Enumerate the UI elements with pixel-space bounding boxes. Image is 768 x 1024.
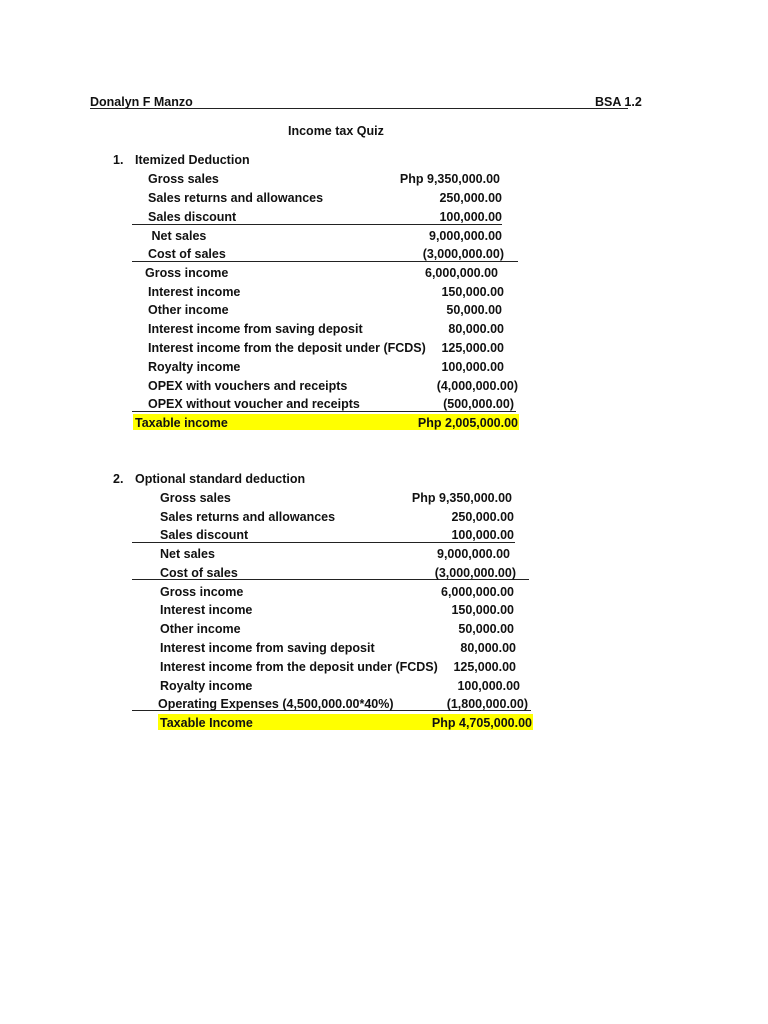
section1-value: 100,000.00 bbox=[439, 210, 502, 224]
section1-taxable-label: Taxable income bbox=[135, 416, 228, 430]
section2-label: Other income bbox=[160, 622, 241, 636]
header-underline bbox=[90, 108, 628, 109]
quiz-title: Income tax Quiz bbox=[288, 124, 384, 138]
section2-label: Interest income bbox=[160, 603, 253, 617]
section2-label: Sales discount bbox=[160, 528, 249, 542]
section1-value: 125,000.00 bbox=[441, 341, 504, 355]
section2-label: Gross income bbox=[160, 585, 244, 599]
section1-value: 50,000.00 bbox=[446, 303, 502, 317]
section1-label: Gross income bbox=[145, 266, 229, 280]
section2-value: (1,800,000.00) bbox=[446, 697, 528, 711]
section2-value: 250,000.00 bbox=[451, 510, 514, 524]
section1-label: Net sales bbox=[148, 229, 207, 243]
section2-label: Gross sales bbox=[160, 491, 231, 505]
section1-value: 80,000.00 bbox=[448, 322, 504, 336]
section1-label: Interest income bbox=[148, 285, 241, 299]
section2-label: Operating Expenses (4,500,000.00*40%) bbox=[158, 697, 394, 711]
section1-label: OPEX without voucher and receipts bbox=[148, 397, 360, 411]
section2-value: 9,000,000.00 bbox=[437, 547, 510, 561]
section1-label: Royalty income bbox=[148, 360, 241, 374]
section2-value: 100,000.00 bbox=[451, 528, 514, 542]
section2-taxable-value: Php 4,705,000.00 bbox=[431, 716, 532, 730]
section1-label: Gross sales bbox=[148, 172, 219, 186]
section1-value: 150,000.00 bbox=[441, 285, 504, 299]
section2-value: 100,000.00 bbox=[457, 679, 520, 693]
section1-taxable-value: Php 2,005,000.00 bbox=[417, 416, 518, 430]
section2-value: 150,000.00 bbox=[451, 603, 514, 617]
section2-title: Optional standard deduction bbox=[135, 472, 306, 486]
section2-label: Interest income from the deposit under (FCDS) bbox=[160, 660, 438, 674]
section1-label: Other income bbox=[148, 303, 229, 317]
section1-value: 100,000.00 bbox=[441, 360, 504, 374]
section1-label: Sales returns and allowances bbox=[148, 191, 324, 205]
section2-value: (3,000,000.00) bbox=[434, 566, 516, 580]
section1-value: 250,000.00 bbox=[439, 191, 502, 205]
section1-label: OPEX with vouchers and receipts bbox=[148, 379, 348, 393]
section1-title: Itemized Deduction bbox=[135, 153, 250, 167]
section2-number: 2. bbox=[113, 472, 124, 486]
section1-label: Interest income from saving deposit bbox=[148, 322, 363, 336]
section1-value: Php 9,350,000.00 bbox=[399, 172, 500, 186]
section1-label: Interest income from the deposit under (FCDS) bbox=[148, 341, 426, 355]
section2-label: Sales returns and allowances bbox=[160, 510, 336, 524]
section2-value: 50,000.00 bbox=[458, 622, 514, 636]
section2-taxable-label: Taxable Income bbox=[160, 716, 253, 730]
section1-number: 1. bbox=[113, 153, 124, 167]
section2-value: Php 9,350,000.00 bbox=[411, 491, 512, 505]
section1-label: Sales discount bbox=[148, 210, 237, 224]
section2-label: Royalty income bbox=[160, 679, 253, 693]
section1-value: 6,000,000.00 bbox=[425, 266, 498, 280]
class-section: BSA 1.2 bbox=[595, 95, 642, 109]
section1-value: (500,000.00) bbox=[443, 397, 514, 411]
section2-value: 80,000.00 bbox=[460, 641, 516, 655]
section1-value: (3,000,000.00) bbox=[422, 247, 504, 261]
section1-value: 9,000,000.00 bbox=[429, 229, 502, 243]
section2-value: 6,000,000.00 bbox=[441, 585, 514, 599]
section2-label: Net sales bbox=[160, 547, 215, 561]
section1-value: (4,000,000.00) bbox=[436, 379, 518, 393]
section2-value: 125,000.00 bbox=[453, 660, 516, 674]
section1-label: Cost of sales bbox=[148, 247, 226, 261]
section2-label: Interest income from saving deposit bbox=[160, 641, 375, 655]
student-name: Donalyn F Manzo bbox=[90, 95, 193, 109]
section2-label: Cost of sales bbox=[160, 566, 238, 580]
